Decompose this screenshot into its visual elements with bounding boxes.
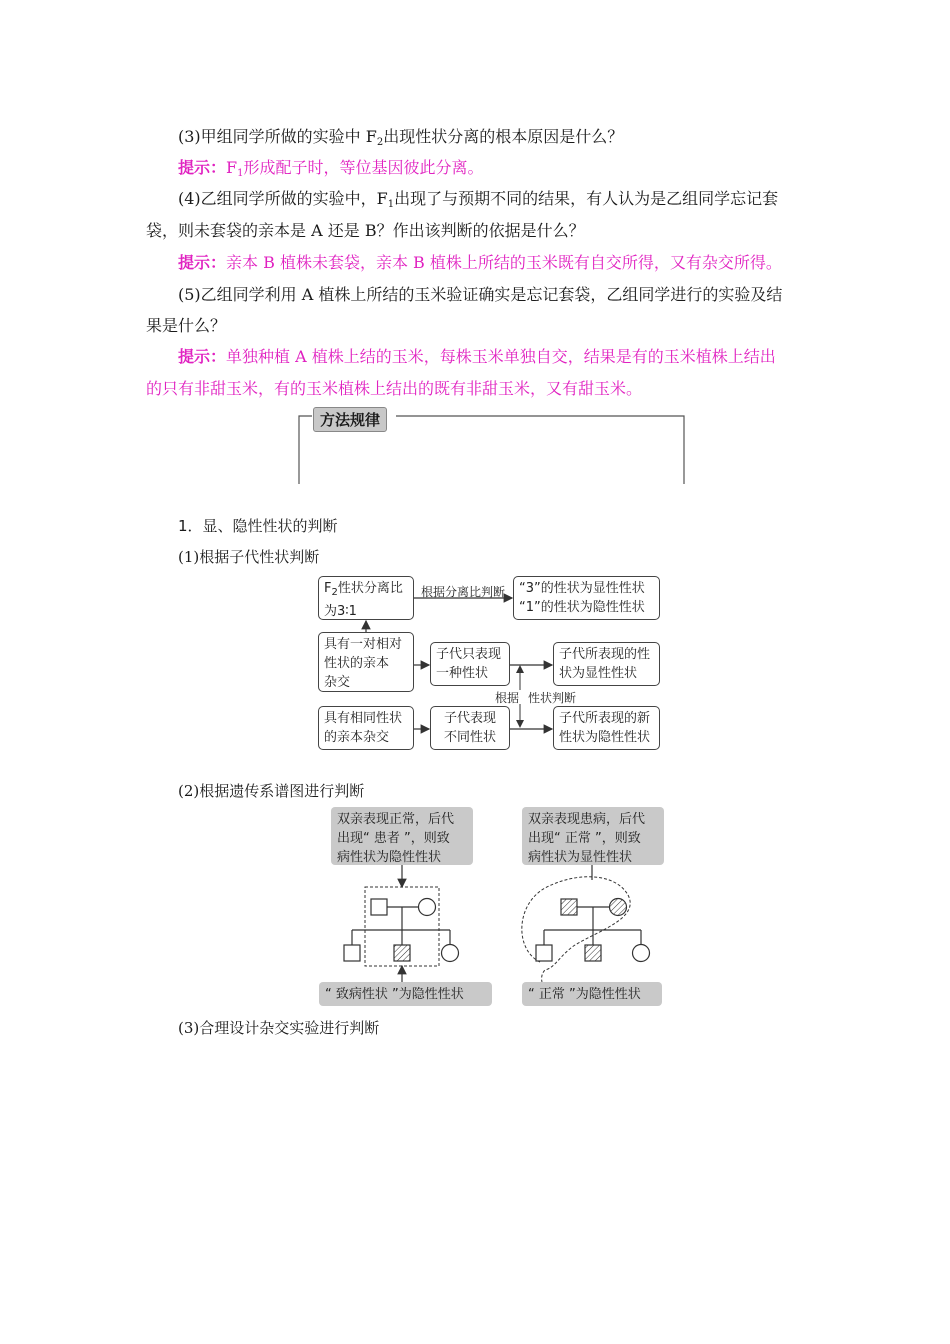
flow-same-parent-line1: 具有相同性状 — [324, 711, 403, 726]
hint-3: 提示：$F_1$形成配子时，等位基因彼此分离。 — [178, 158, 484, 179]
flow-diff-trait-line1: 子代表现 — [443, 711, 496, 726]
pedigree-right-father — [561, 899, 577, 915]
pedigree-left-daughter — [442, 945, 459, 962]
hint-4: 提示：亲本 B 植株未套袋，亲本 B 植株上所结的玉米既有自交所得，又有杂交所得。 — [178, 253, 782, 272]
question-5-line1: (5)乙组同学利用 A 植株上所结的玉米验证确实是忘记套袋，乙组同学进行的实验及结 — [178, 285, 783, 304]
flow-dominant-line1: 子代所表现的性 — [559, 647, 651, 662]
pedigree-left-father — [371, 899, 387, 915]
pedigree-right-daughter — [633, 945, 650, 962]
pedigree-right-note-line1: 双亲表现患病，后代 — [528, 812, 646, 827]
hint-5-line1: 提示：单独种植 A 植株上结的玉米，每株玉米单独自交，结果是有的玉米植株上结出 — [178, 347, 776, 366]
flow-one-trait-line1: 子代只表现 — [436, 647, 502, 662]
flow-parent-pair — [318, 632, 414, 692]
flow-parent-pair-line3: 杂交 — [324, 675, 351, 690]
flow-ratio-result-line2: “1”的性状为隐性性状 — [519, 600, 645, 615]
flow-diff-trait — [430, 706, 510, 750]
question-4-line1: (4)乙组同学所做的实验中，$F_1$出现了与预期不同的结果，有人认为是乙组同学忘记套 — [178, 189, 779, 210]
pedigree-left-son-normal — [344, 945, 360, 961]
question-4-line2: 袋，则未套袋的亲本是 A 还是 B？作出该判断的依据是什么？ — [146, 221, 585, 240]
flow-one-trait — [430, 642, 510, 686]
hint-5-line2: 的只有非甜玉米，有的玉米植株上结出的既有非甜玉米，又有甜玉米。 — [146, 379, 643, 398]
flow-f2-box — [318, 576, 414, 620]
flow-f2-line2: 为3∶1 — [324, 604, 357, 619]
pedigree-right-dashed-loop — [522, 877, 630, 982]
pedigree-right-note-line3: 病性状为显性性状 — [528, 850, 633, 865]
pedigree-left-son-affected — [394, 945, 410, 961]
pedigree-right-note-line2: 出现“ 正常 ”，则致 — [528, 831, 641, 846]
section-1-title: 1．显、隐性性状的判断 — [178, 517, 338, 535]
pedigree-right-bottom-note: “ 正常 ”为隐性性状 — [522, 982, 662, 1006]
flow-dominant-result — [553, 642, 660, 686]
pedigree-left-bottom-note: “ 致病性状 ”为隐性性状 — [319, 982, 492, 1006]
flow-ratio-label: 根据分离比判断 — [421, 585, 506, 599]
sub-3-title: (3)合理设计杂交实验进行判断 — [178, 1019, 380, 1037]
pedigree-right-son-normal — [536, 945, 552, 961]
question-3: (3)甲组同学所做的实验中 $F_2$出现性状分离的根本原因是什么？ — [178, 127, 624, 148]
flow-dominant-line2: 状为显性性状 — [559, 666, 638, 681]
flow-f2-line1: $F_2$性状分离比 — [324, 581, 403, 598]
pedigree-left-note-line2: 出现“ 患者 ”，则致 — [337, 831, 450, 846]
flow-ratio-result — [513, 576, 660, 620]
pedigree-right-top-note — [522, 807, 664, 865]
flow-recessive-result — [553, 706, 660, 750]
flow-recessive-line2: 性状为隐性性状 — [559, 730, 651, 745]
pedigree-left-note-line1: 双亲表现正常，后代 — [337, 812, 455, 827]
method-tag: 方法规律 — [313, 407, 387, 432]
flow-same-parent — [318, 706, 414, 750]
flow-recessive-line1: 子代所表现的新 — [559, 711, 651, 726]
pedigree-right-son-affected — [585, 945, 601, 961]
flow-diff-trait-line2: 不同性状 — [443, 730, 496, 745]
flow-judge-left: 根据 — [495, 691, 520, 705]
question-5-line2: 果是什么？ — [146, 316, 227, 335]
sub-1-title: (1)根据子代性状判断 — [178, 548, 320, 566]
pedigree-right-mother — [610, 899, 627, 916]
sub-2-title: (2)根据遗传系谱图进行判断 — [178, 782, 365, 800]
flow-parent-pair-line2: 性状的亲本 — [324, 656, 390, 671]
pedigree-left-mother — [419, 899, 436, 916]
flow-ratio-result-line1: “3”的性状为显性性状 — [519, 581, 645, 596]
flow-one-trait-line2: 一种性状 — [436, 666, 489, 681]
pedigree-left-top-note — [331, 807, 473, 865]
pedigree-left-note-line3: 病性状为隐性性状 — [337, 850, 442, 865]
flow-same-parent-line2: 的亲本杂交 — [324, 730, 390, 745]
flow-parent-pair-line1: 具有一对相对 — [324, 637, 403, 652]
flow-judge-right: 性状判断 — [528, 691, 577, 705]
